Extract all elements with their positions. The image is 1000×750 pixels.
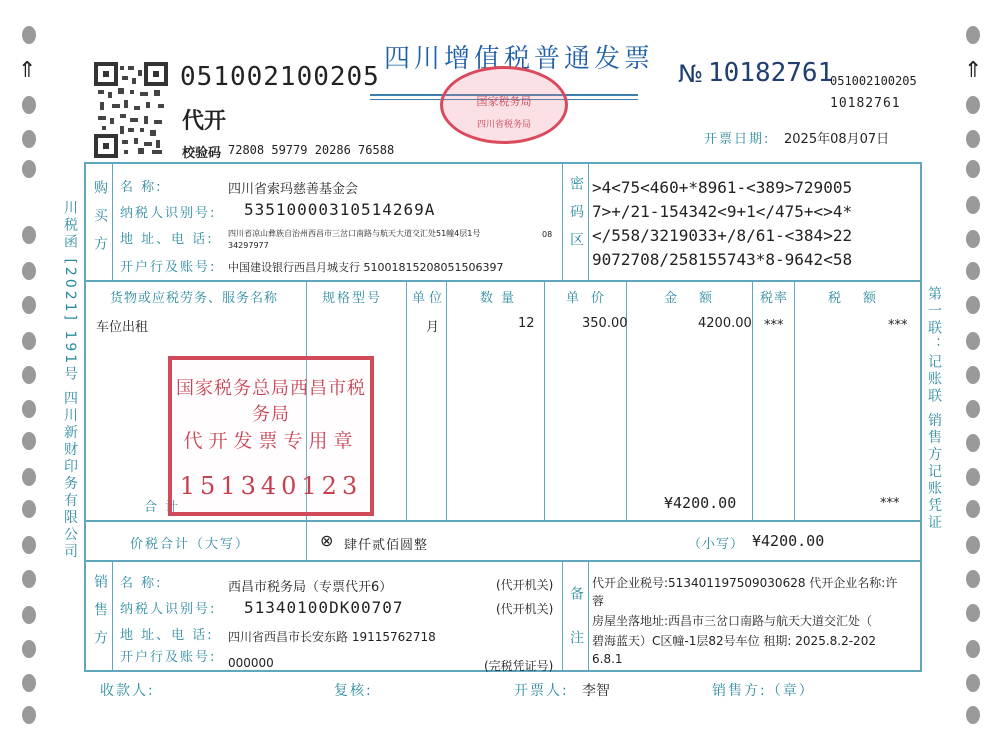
remarks-line-5: 6.8.1 xyxy=(592,652,623,666)
buyer-name-label: 名 称: xyxy=(120,180,163,195)
seller-tax-tag: (代开机关) xyxy=(496,602,554,616)
total-tax: *** xyxy=(880,496,900,511)
date-label: 开票日期: xyxy=(704,132,771,147)
cipher-side-label: 密码区 xyxy=(568,176,584,260)
invoice-special-stamp xyxy=(168,356,374,516)
buyer-addr-label: 地 址、电 话: xyxy=(120,232,214,247)
qr-code-icon xyxy=(94,62,168,158)
price-tax-total-label: 价税合计（大写） xyxy=(130,537,251,552)
review-label: 复核: xyxy=(334,683,373,699)
cross-circle-icon: ⊗ xyxy=(320,531,334,550)
col-header-name: 货物或应税劳务、服务名称 xyxy=(110,291,279,306)
seller-name-tag: (代开机关) xyxy=(496,578,554,592)
seller-name: 西昌市税务局（专票代开6） xyxy=(228,580,393,595)
buyer-bank: 中国建设银行西昌月城支行 51001815208051506397 xyxy=(228,261,504,274)
seller-addr: 四川省西昌市长安东路 19115762718 xyxy=(228,630,436,644)
buyer-addr-line2: 34297977 xyxy=(228,241,269,250)
invoice-code-small: 051002100205 xyxy=(830,74,917,88)
remarks-line-2: 蓉 xyxy=(592,594,605,608)
seller-bank-label: 开户行及账号: xyxy=(120,650,217,665)
invoice-title: 四川增值税普通发票 xyxy=(384,44,655,74)
invoice-code: 051002100205 xyxy=(180,62,380,92)
buyer-tax-label: 纳税人识别号: xyxy=(120,206,217,221)
dai-kai-label: 代开 xyxy=(182,109,227,134)
col-header-unit: 单位 xyxy=(412,291,447,306)
invoice-no-prefix: № xyxy=(678,60,703,88)
cipher-line-1: >4<75<460+*8961-<389>729005 xyxy=(592,178,853,197)
buyer-addr-phone-tail: 08 xyxy=(542,230,553,239)
seal-bottom-text: 四川省税务局 xyxy=(476,120,531,130)
cipher-line-3: </558/3219033+/8/61-<384>22 xyxy=(592,226,853,245)
buyer-bank-label: 开户行及账号: xyxy=(120,260,217,275)
col-header-qty: 数量 xyxy=(480,291,523,306)
cipher-line-2: 7>+/21-154342<9+1</475+<>4* xyxy=(592,202,853,221)
col-header-rate: 税率 xyxy=(760,291,789,306)
remarks-line-4: 碧海蓝天）C区幢-1层82号车位 租期: 2025.8.2-202 xyxy=(592,634,876,648)
col-header-price: 单价 xyxy=(566,291,617,306)
invoice-number: 10182761 xyxy=(708,58,834,88)
remarks-line-1: 代开企业税号:513401197509030628 代开企业名称:许 xyxy=(592,576,898,590)
price-tax-small-value: ¥4200.00 xyxy=(752,532,825,550)
seller-stamp-label: 销售方:（章） xyxy=(712,683,815,699)
stamp-line-3: 151340123 xyxy=(179,472,363,500)
buyer-addr-line1: 四川省凉山彝族自治州西昌市三岔口南路与航天大道交汇处51幢4层1号 xyxy=(228,229,481,238)
item-qty: 12 xyxy=(518,316,535,331)
item-amount: 4200.00 xyxy=(698,316,752,331)
buyer-side-label: 购买方 xyxy=(92,180,108,264)
feed-arrow-right-icon: ⇑ xyxy=(964,58,983,83)
col-header-spec: 规格型号 xyxy=(322,291,383,306)
seller-addr-label: 地 址、电 话: xyxy=(120,628,214,643)
feed-arrow-left-icon: ⇑ xyxy=(18,58,37,83)
total-label: 合 计 xyxy=(144,500,181,515)
check-code-label: 校验码 xyxy=(182,146,222,161)
cipher-line-4: 9072708/258155743*8-9642<58 xyxy=(592,250,853,269)
stamp-line-1: 国家税务总局西昌市税务局 xyxy=(176,378,366,425)
date-value: 2025年08月07日 xyxy=(784,132,890,147)
buyer-name: 四川省索玛慈善基金会 xyxy=(228,182,359,197)
seller-tax-id: 51340100DK00707 xyxy=(244,598,404,617)
item-unit: 月 xyxy=(426,320,440,335)
seller-side-label: 销售方 xyxy=(92,574,108,658)
item-name: 车位出租 xyxy=(96,320,149,335)
col-header-tax: 税额 xyxy=(828,291,899,306)
check-code: 72808 59779 20286 76588 xyxy=(228,143,395,157)
drawer-label: 开票人: xyxy=(514,683,569,699)
payee-label: 收款人: xyxy=(100,683,155,699)
remarks-side-label: 备注 xyxy=(568,586,584,674)
seller-bank-tag: (完税凭证号) xyxy=(484,659,554,673)
right-margin-text: 第一联：记账联 销售方记账凭证 xyxy=(926,286,942,532)
col-header-amount: 金额 xyxy=(664,291,735,306)
drawer-name: 李智 xyxy=(582,683,610,699)
stamp-line-2: 代开发票专用章 xyxy=(183,430,359,452)
remarks-line-3: 房屋坐落地址:西昌市三岔口南路与航天大道交汇处（ xyxy=(592,614,873,628)
seller-bank: 000000 xyxy=(228,656,274,670)
left-margin-text: 川税函 [2021] 191号 四川新财印务有限公司 xyxy=(62,200,78,561)
item-price: 350.00 xyxy=(582,316,628,331)
seller-tax-label: 纳税人识别号: xyxy=(120,602,217,617)
seal-text: 国家税务局 xyxy=(476,95,532,108)
tax-bureau-seal xyxy=(440,66,568,144)
price-tax-total-upper: 肆仟贰佰圆整 xyxy=(344,538,429,553)
seller-name-label: 名 称: xyxy=(120,576,163,591)
item-tax: *** xyxy=(888,318,908,333)
price-tax-small-label: （小写） xyxy=(688,537,745,552)
invoice-number-small: 10182761 xyxy=(830,96,901,111)
item-rate: *** xyxy=(764,318,784,333)
buyer-tax-id: 53510000310514269A xyxy=(244,200,436,219)
total-amount: ¥4200.00 xyxy=(664,494,737,512)
